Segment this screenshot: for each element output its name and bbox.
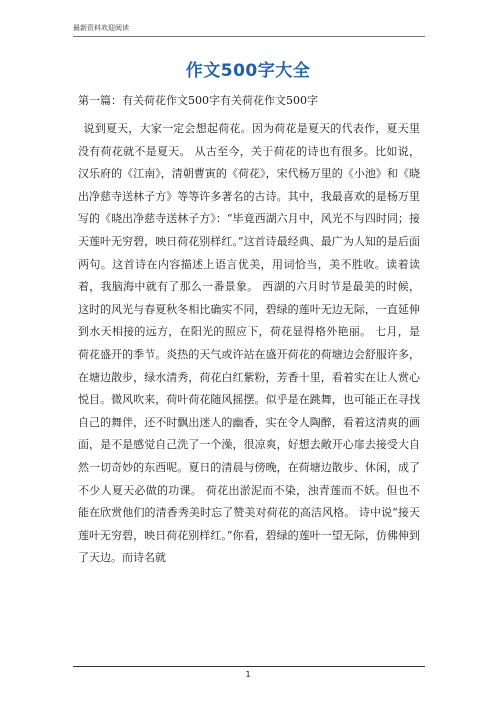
header-label: 最新资料欢迎阅读 (73, 24, 129, 32)
document-body: 说到夏天，大家一定会想起荷花。因为荷花是夏天的代表作，夏天里没有荷花就不是夏天。 从古至今，关于荷花的诗也有很多。比如说，汉乐府的《江南》，清朝曹寅的《荷花》，宋代杨万里的《小池》和《晓出净慈寺送林子方》等等许多著名的古诗。其中，我最喜欢的是杨万里写的《晓出净慈寺送林子方》：“毕竟西湖六月中，风光不与四时同；接天莲叶无穷碧，映日荷花别样红。”这首诗最经典、最广为人知的是后面两句。这首诗在内容描述上语言优美，用词恰当，美不胜收。读着读着，我脑海中就有了那么一番景象。 西湖的六月时节是最美的时候，这时的风光与春夏秋冬相比确实不同，碧绿的莲叶无边无际，一直延伸到水天相接的远方，在阳光的照应下，荷花显得格外艳丽。 七月，是荷花盛开的季节。炎热的天气或许站在盛开荷花的荷塘边会舒服许多，在塘边散步，绿水清秀，荷花白红紫粉，芳香十里，看着实在让人赏心悦目。微风吹来，荷叶荷花随风摇摆。似乎是在跳舞，也可能正在寻找自己的舞伴，还不时飘出迷人的幽香，实在令人陶醉，看着这清爽的画面，是不是感觉自己洗了一个澡，很凉爽，好想去敞开心扉去接受大自然一切奇妙的东西呢。夏日的清晨与傍晚，在荷塘边散步、休闲，成了不少人夏天必做的功课。 荷花出淤泥而不染，浊青莲而不妖。但也不能在欣赏他们的清香秀美时忘了赞美对荷花的高洁风格。 诗中说“接天莲叶无穷碧，映日荷花别样红。”你看，碧绿的莲叶一望无际，仿佛伸到了天边。而诗名就 (78, 122, 420, 565)
page-number: 1 (245, 670, 251, 679)
document-subtitle: 第一篇：有关荷花作文500字有关荷花作文500字 (78, 94, 318, 107)
page-header (73, 22, 425, 37)
document-title: 作文500字大全 (185, 61, 311, 81)
footer-divider (73, 666, 425, 667)
